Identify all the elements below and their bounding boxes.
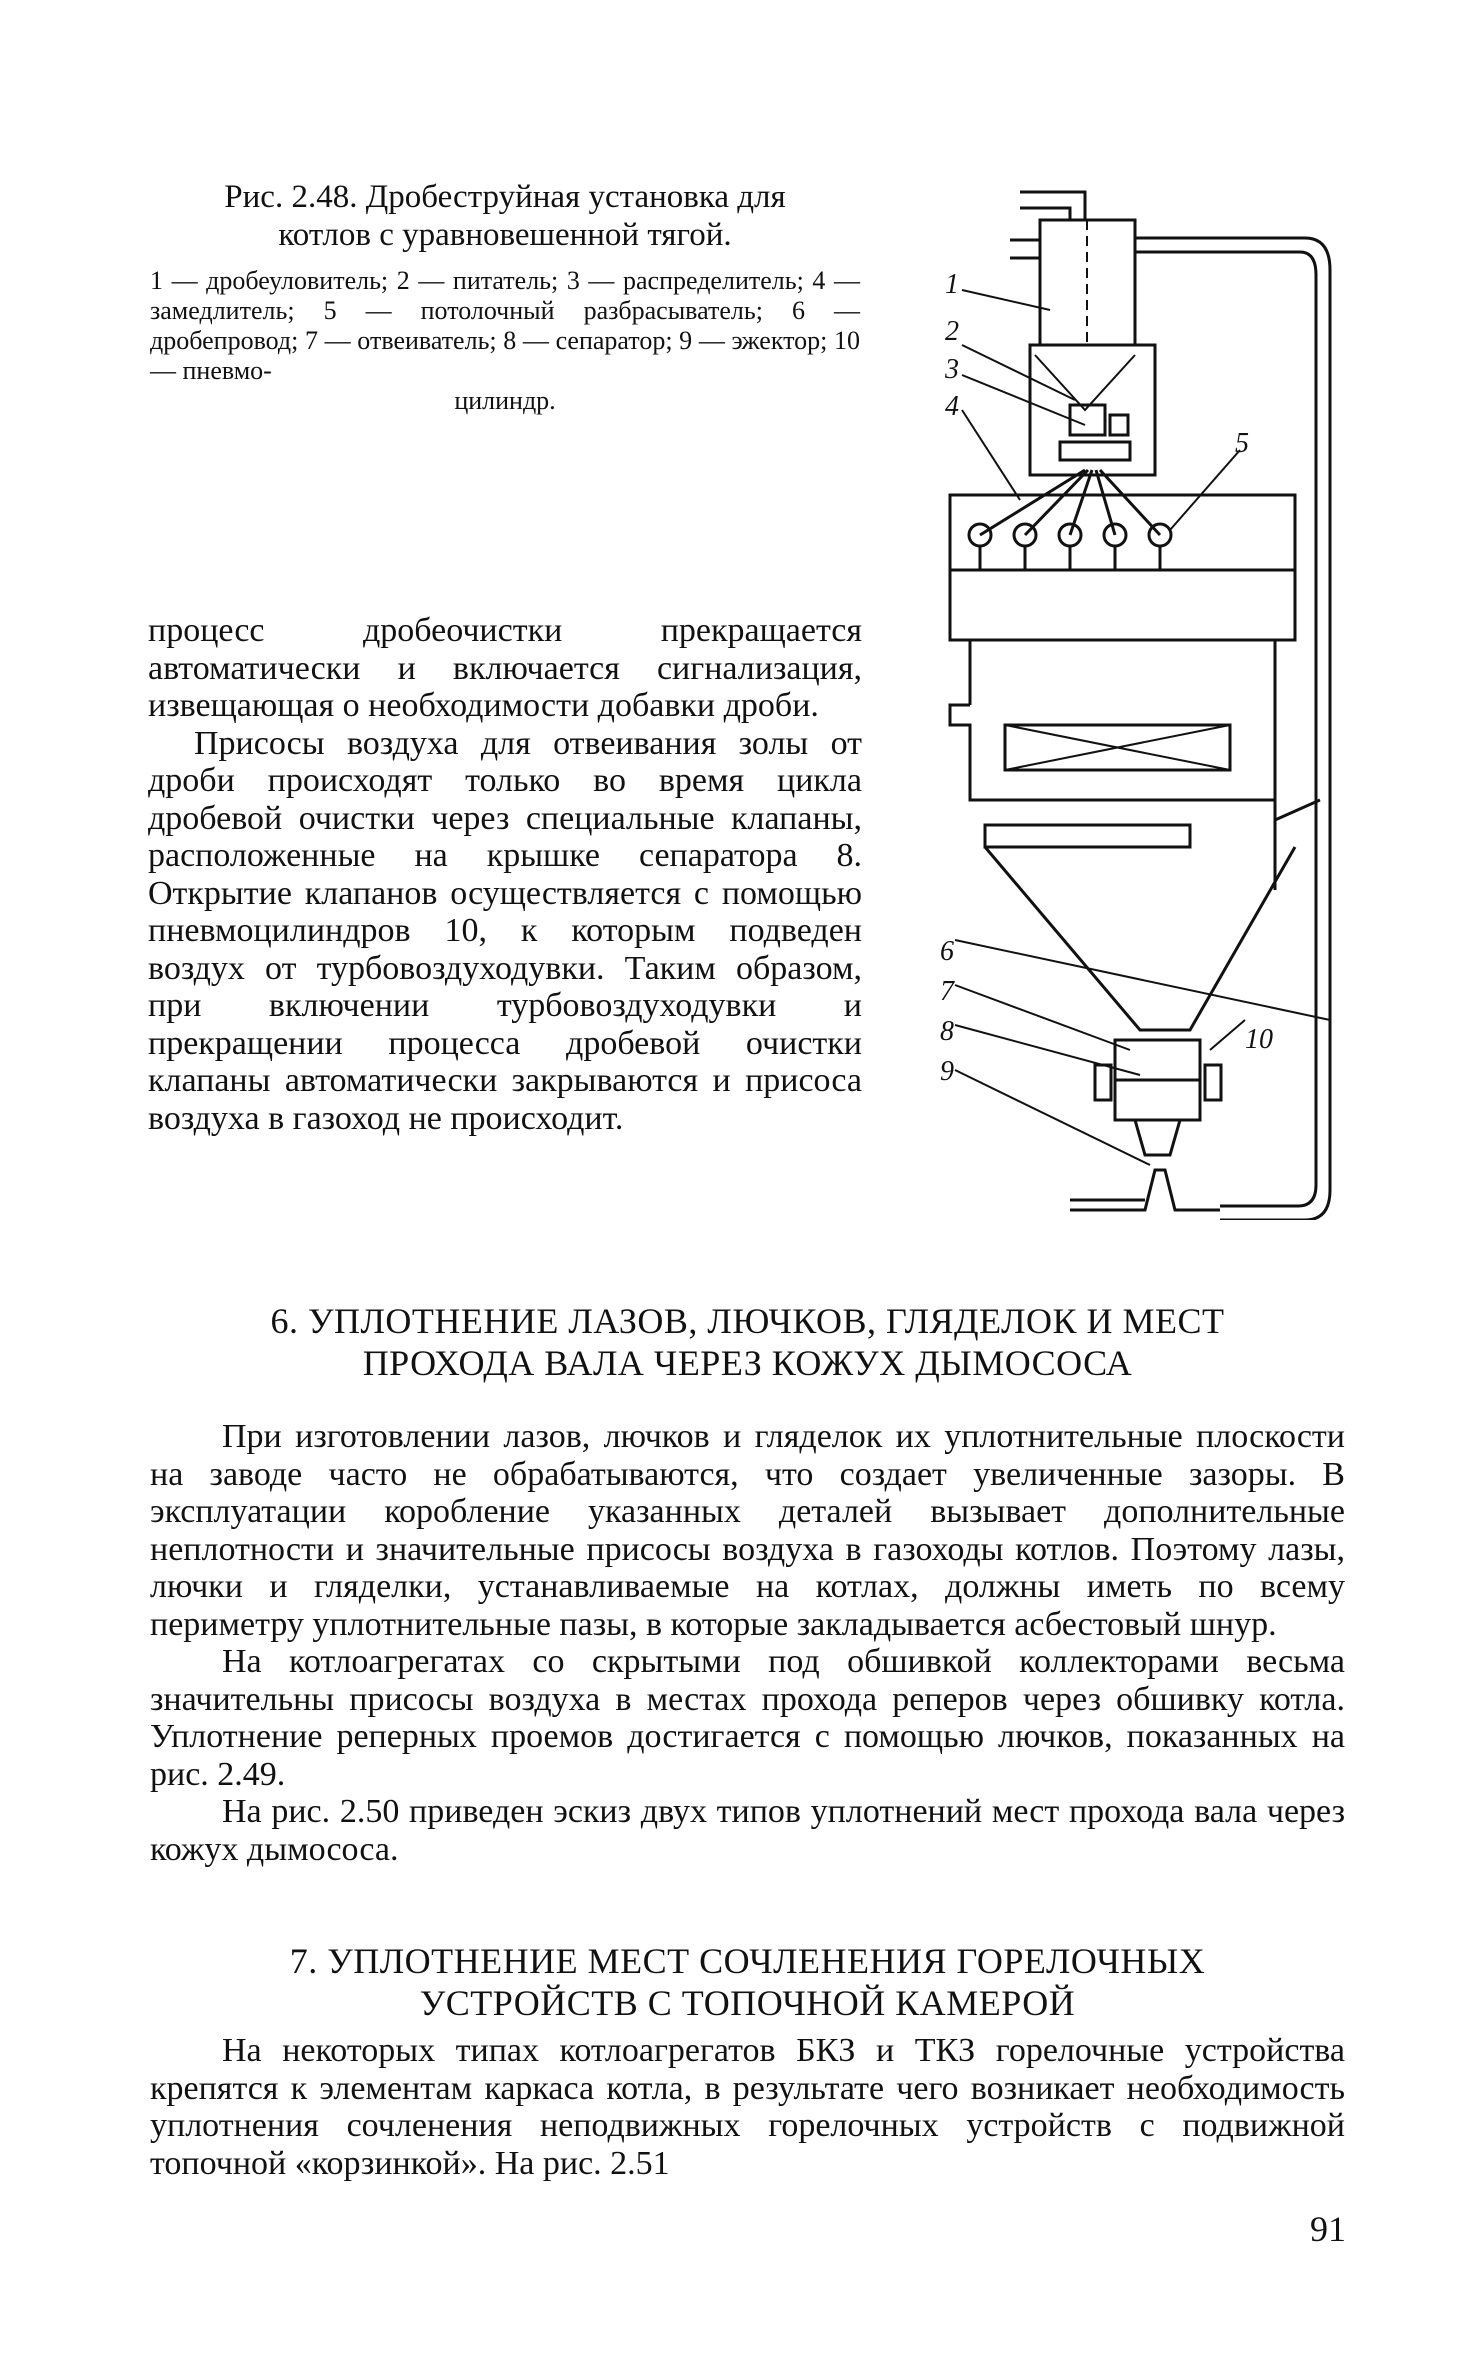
figure-label-4: 4 — [945, 391, 959, 422]
side-paragraph-2: Присосы воздуха для отвеивания золы от дроби происходят только во время цикла дробевой очистки через специальные клапаны, расположенные на крышке сепаратора 8. Открытие клапанов осуществляется с помощью пневмоцилиндров 10, к которым подведен воздух от турбовоздуходувки. Таким образом, при включении турбовоздуходувки и прекращении процесса дробевой очистки клапаны автоматически закрываются и присоса воздуха в газоход не происходит. — [148, 724, 862, 1137]
section-6-paragraph-3: На рис. 2.50 приведен эскиз двух типов уплотнений мест прохода вала через кожух дымососа. — [150, 1793, 1345, 1868]
caption-legend — [150, 266, 860, 416]
section-7-heading — [150, 1940, 1345, 2024]
section-6-paragraph-2: На котлоагрегатах со скрытыми под обшивкой коллекторами весьма значительны присосы воздуха в местах прохода реперов через обшивку котла. Уплотнение реперных проемов достигается с помощью лючков, показанных на рис. 2.49. — [150, 1643, 1345, 1793]
caption-legend-last: цилиндр. — [454, 386, 556, 415]
caption-legend-text: 1 — дробеуловитель; 2 — питатель; 3 — распределитель; 4 — замедлитель; 5 — потолочный разбрасыватель; 6 — дробепровод; 7 — отвеиватель; 8 — сепаратор; 9 — эжектор; 10 — пневмо- — [150, 266, 860, 385]
shot-blast-diagram — [900, 180, 1360, 1220]
figure-caption — [150, 178, 860, 416]
side-text — [148, 612, 862, 1137]
figure-label-6: 6 — [940, 936, 954, 967]
figure-label-1: 1 — [945, 269, 959, 300]
page-number: 91 — [1310, 2209, 1346, 2249]
drawing-lines — [950, 192, 1330, 1220]
figure-label-2: 2 — [945, 316, 959, 347]
figure-label-7: 7 — [940, 976, 954, 1007]
section-6-heading-line1: 6. УПЛОТНЕНИЕ ЛАЗОВ, ЛЮЧКОВ, ГЛЯДЕЛОК И МЕСТ — [270, 1301, 1225, 1341]
figure-label-3: 3 — [945, 354, 959, 385]
section-7-heading-line2: УСТРОЙСТВ С ТОПОЧНОЙ КАМЕРОЙ — [419, 1983, 1076, 2023]
figure-label-9: 9 — [940, 1056, 954, 1087]
caption-title-line1: Рис. 2.48. Дробеструйная установка для — [224, 179, 786, 215]
caption-title-line2: котлов с уравновешенной тягой. — [278, 217, 732, 253]
figure-labels — [940, 269, 1273, 1087]
section-6-body — [150, 1418, 1345, 1868]
section-6-heading-line2: ПРОХОДА ВАЛА ЧЕРЕЗ КОЖУХ ДЫМОСОСА — [362, 1343, 1133, 1383]
section-6-heading — [150, 1300, 1345, 1384]
section-7-body — [150, 2032, 1345, 2182]
side-paragraph-1: процесс дробеочистки прекращается автоматически и включается сигнализация, извещающая о необходимости добавки дроби. — [148, 612, 862, 724]
figure-label-5: 5 — [1235, 428, 1249, 459]
figure-label-10: 10 — [1245, 1024, 1273, 1055]
figure-label-8: 8 — [940, 1016, 954, 1047]
section-7-paragraph-1: На некоторых типах котлоагрегатов БКЗ и ТКЗ горелочные устройства крепятся к элементам каркаса котла, в результате чего возникает необходимость уплотнения сочленения неподвижных горелочных устройств с подвижной топочной «корзинкой». На рис. 2.51 — [150, 2032, 1345, 2182]
section-6-paragraph-1: При изготовлении лазов, лючков и гляделок их уплотнительные плоскости на заводе часто не обрабатываются, что создает увеличенные зазоры. В эксплуатации коробление указанных деталей вызывает дополнительные неплотности и значительные присосы воздуха в газоходы котлов. Поэтому лазы, лючки и гляделки, устанавливаемые на котлах, должны иметь по всему периметру уплотнительные пазы, в которые закладывается асбестовый шнур. — [150, 1418, 1345, 1643]
section-7-heading-line1: 7. УПЛОТНЕНИЕ МЕСТ СОЧЛЕНЕНИЯ ГОРЕЛОЧНЫХ — [289, 1941, 1206, 1981]
